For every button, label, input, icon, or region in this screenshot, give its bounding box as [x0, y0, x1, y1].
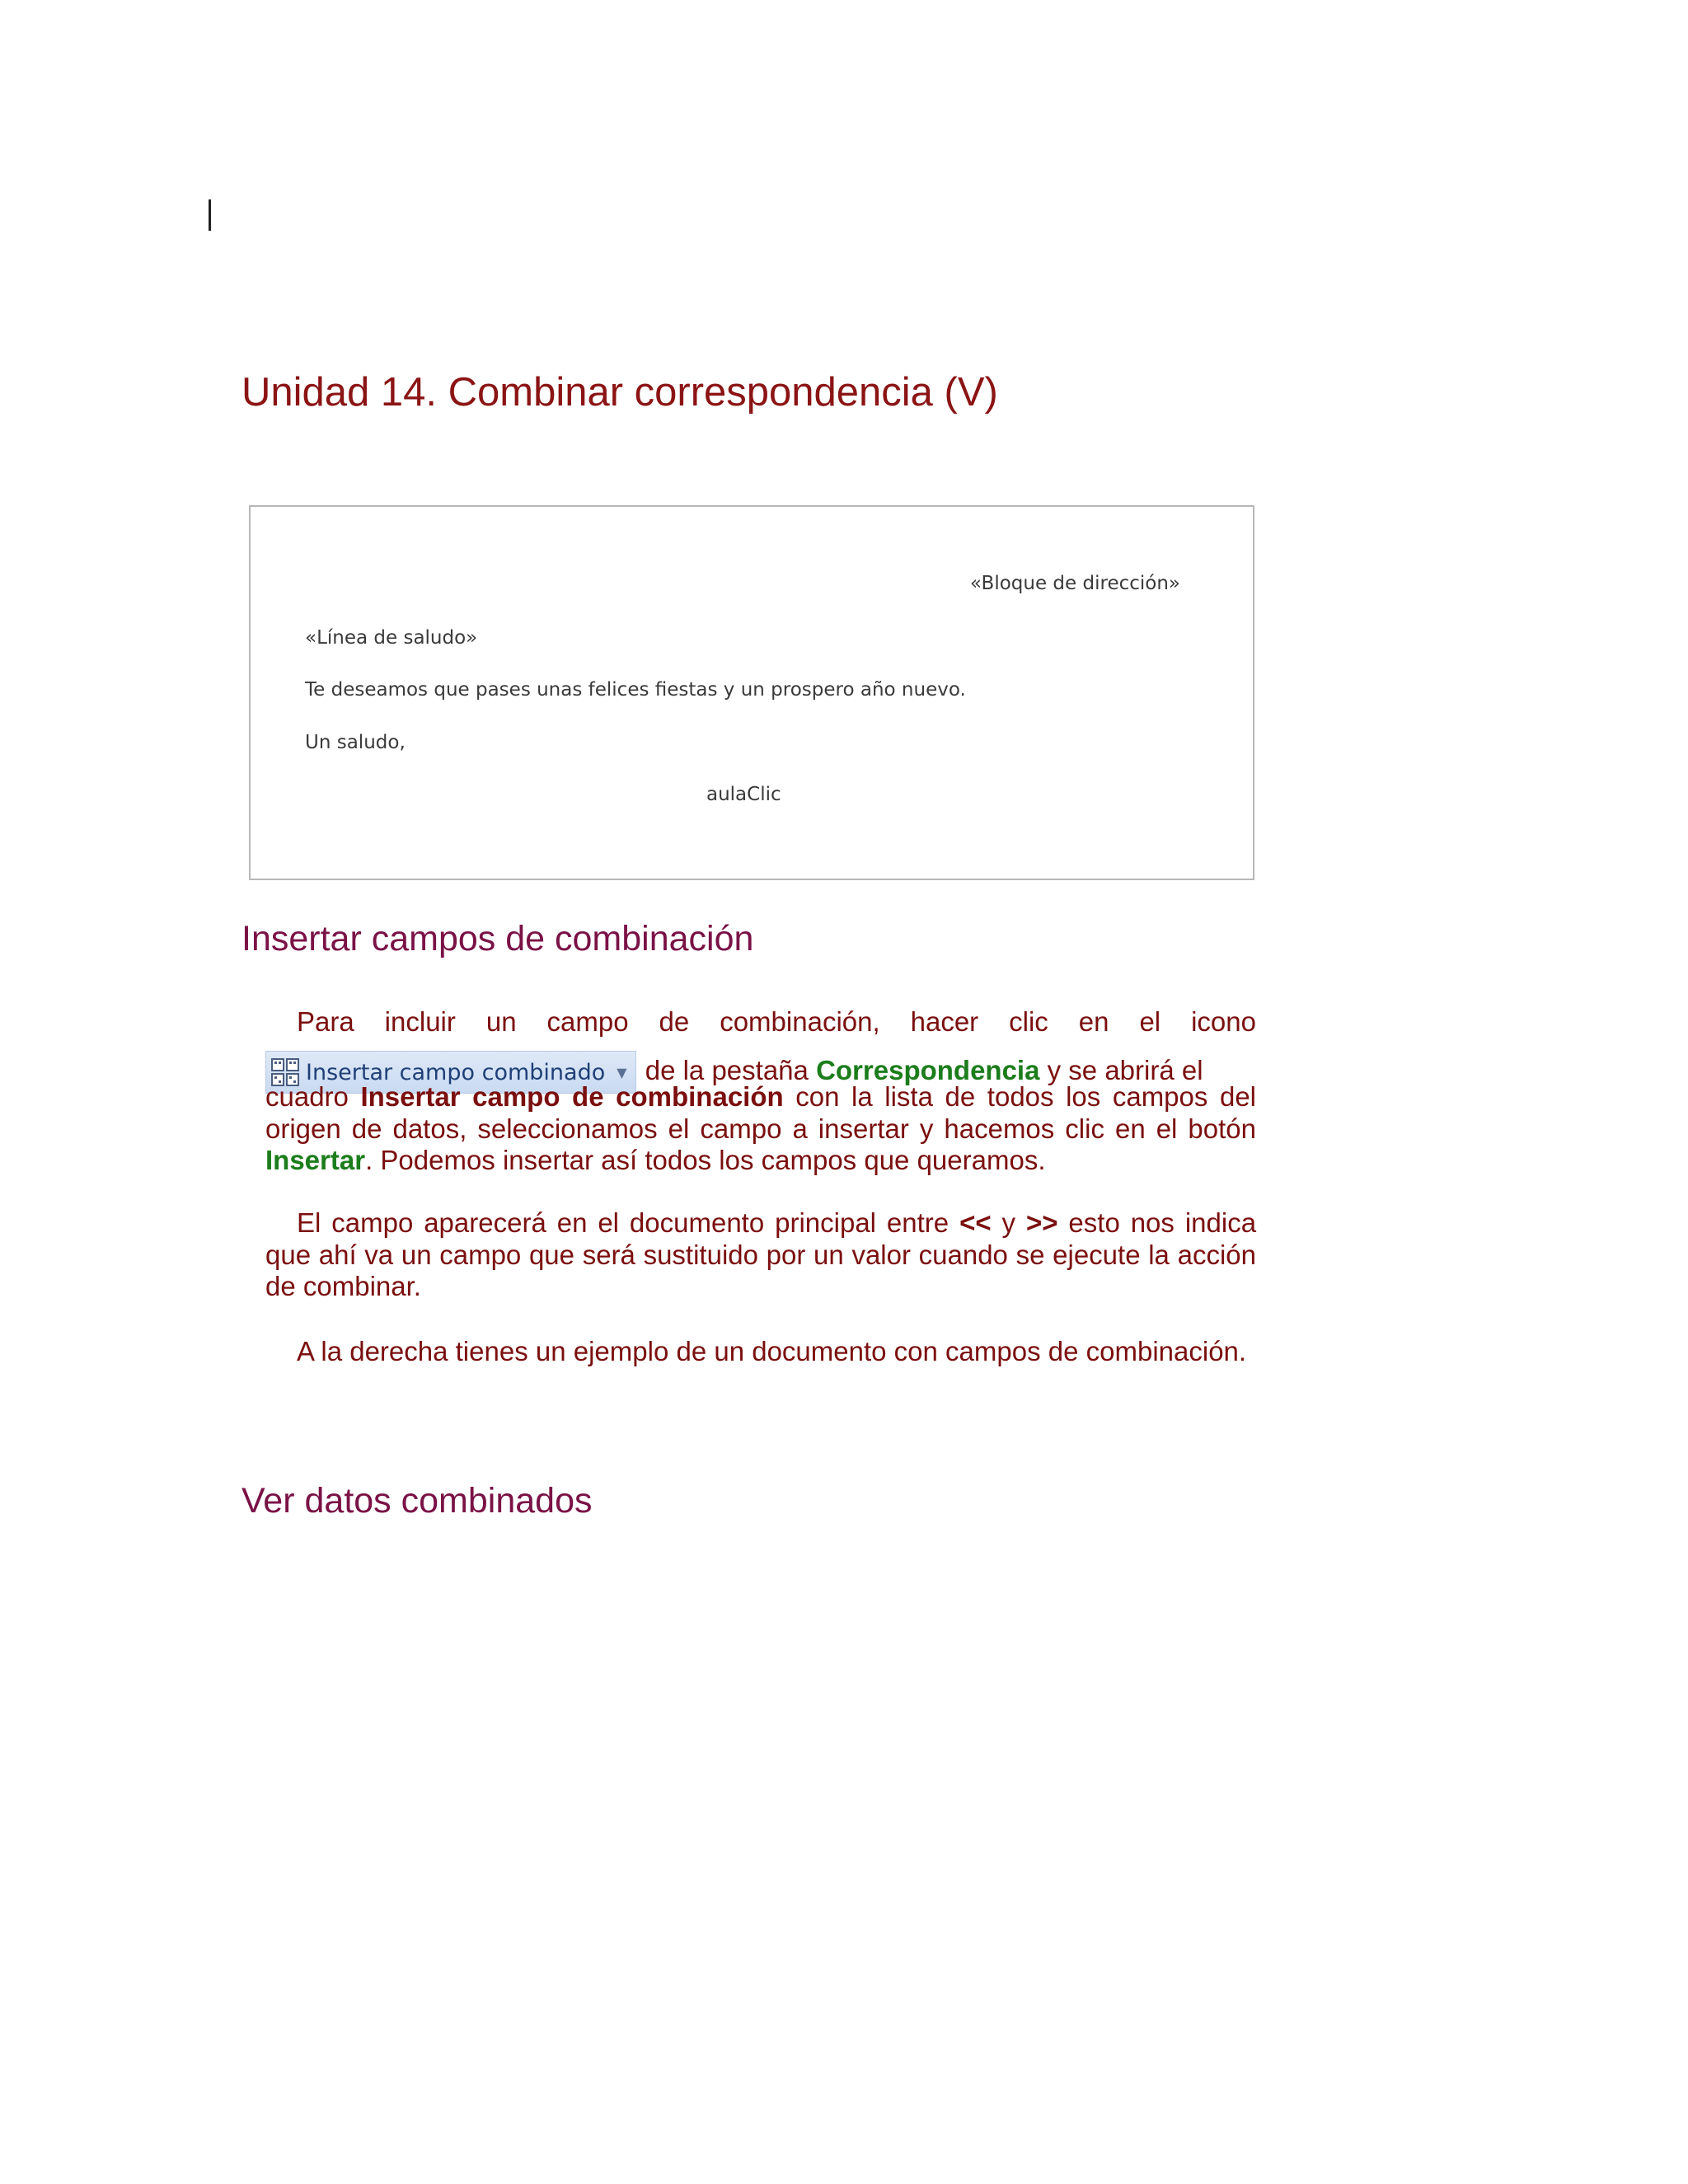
- insert-merge-field-label: Insertar campo combinado: [306, 1059, 606, 1085]
- para-text: de la pestaña: [645, 1055, 809, 1085]
- para-text: Para incluir un campo de combinación, hacer clic en el icono: [297, 1006, 1256, 1037]
- letter-body: Te deseamos que pases unas felices fiestas y un prospero año nuevo.: [305, 679, 966, 701]
- letter-closing: Un saludo,: [305, 732, 406, 753]
- merge-letter-example: [249, 505, 1254, 880]
- para-text: y se abrirá el: [1047, 1055, 1203, 1085]
- para-text: . Podemos insertar así todos los campos que queramos.: [365, 1145, 1046, 1175]
- para-text: con la lista de todos los campos del origen de datos, seleccionamos el campo a insertar y hacemos clic en el botón: [265, 1081, 1257, 1144]
- section-heading-insert-fields: Insertar campos de combinación: [241, 919, 754, 958]
- dialog-name: Insertar campo de combinación: [360, 1081, 784, 1112]
- para-text: y: [1001, 1207, 1016, 1238]
- para-text: El campo aparecerá en el documento principal entre: [297, 1207, 950, 1238]
- page-title: Unidad 14. Combinar correspondencia (V): [241, 370, 998, 415]
- para-text: esto nos indica que ahí va un campo que será sustituido por un valor cuando se ejecute la acción de combinar.: [265, 1207, 1257, 1301]
- paragraph-example-note: A la derecha tienes un ejemplo de un documento con campos de combinación.: [297, 1336, 1247, 1366]
- paragraph-field-markers: [265, 1207, 1256, 1303]
- greeting-line-field: «Línea de saludo»: [305, 627, 478, 649]
- chevron-down-icon: ▼: [617, 1064, 627, 1080]
- tab-name-correspondencia: Correspondencia: [816, 1055, 1040, 1085]
- text-cursor: [209, 199, 211, 231]
- open-marker: <<: [959, 1207, 992, 1238]
- para-text: cuadro: [265, 1081, 349, 1112]
- address-block-field: «Bloque de dirección»: [969, 573, 1180, 594]
- letter-signature: aulaClic: [706, 784, 781, 805]
- section-heading-view-merged: Ver datos combinados: [241, 1481, 593, 1521]
- paragraph-insert-intro: [265, 997, 1256, 1094]
- close-marker: >>: [1025, 1207, 1058, 1238]
- insert-button-name: Insertar: [265, 1145, 366, 1175]
- paragraph-insert-continued: [265, 1081, 1256, 1177]
